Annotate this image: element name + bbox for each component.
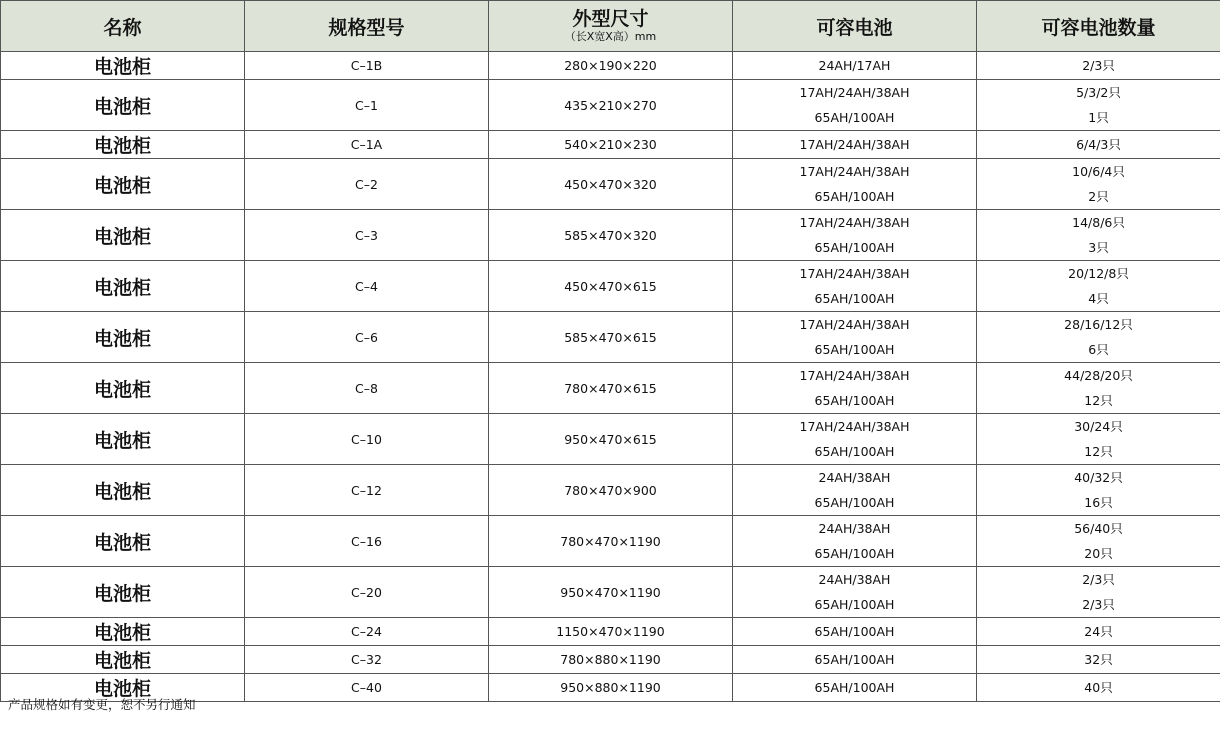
table-row <box>1 414 1220 465</box>
cell-battery <box>733 674 977 702</box>
cell-size: 450×470×320 <box>489 159 733 210</box>
table-row <box>1 646 1220 674</box>
cell-quantity <box>977 52 1220 80</box>
cell-battery <box>733 159 977 210</box>
quantity-line: 32只 <box>1084 652 1113 667</box>
cell-name: 电池柜 <box>1 363 245 414</box>
cell-battery <box>733 363 977 414</box>
cell-model: C–3 <box>245 210 489 261</box>
cell-name: 电池柜 <box>1 52 245 80</box>
cell-model: C–32 <box>245 646 489 674</box>
cell-quantity <box>977 465 1220 516</box>
battery-line: 24AH/38AH <box>818 572 891 587</box>
header-model: 规格型号 <box>245 1 489 52</box>
cell-size: 950×470×1190 <box>489 567 733 618</box>
quantity-line: 1只 <box>1088 110 1109 125</box>
battery-line: 65AH/100AH <box>814 393 895 408</box>
cell-name: 电池柜 <box>1 312 245 363</box>
quantity-line: 16只 <box>1084 495 1113 510</box>
cell-size: 280×190×220 <box>489 52 733 80</box>
cell-model: C–8 <box>245 363 489 414</box>
header-battery: 可容电池 <box>733 1 977 52</box>
table-row <box>1 210 1220 261</box>
cell-name: 电池柜 <box>1 516 245 567</box>
cell-size: 780×470×1190 <box>489 516 733 567</box>
cell-quantity <box>977 414 1220 465</box>
table-row <box>1 465 1220 516</box>
cell-quantity <box>977 618 1220 646</box>
cell-size: 585×470×320 <box>489 210 733 261</box>
cell-quantity <box>977 674 1220 702</box>
cell-name: 电池柜 <box>1 465 245 516</box>
cell-size: 950×880×1190 <box>489 674 733 702</box>
table-row <box>1 261 1220 312</box>
cell-model: C–1A <box>245 131 489 159</box>
quantity-line: 10/6/4只 <box>1072 164 1125 179</box>
table-row <box>1 618 1220 646</box>
quantity-line: 2/3只 <box>1082 572 1115 587</box>
cell-size: 450×470×615 <box>489 261 733 312</box>
table-row <box>1 516 1220 567</box>
cell-name: 电池柜 <box>1 414 245 465</box>
cell-size: 780×470×900 <box>489 465 733 516</box>
quantity-line: 30/24只 <box>1074 419 1123 434</box>
cell-quantity <box>977 646 1220 674</box>
cell-model: C–6 <box>245 312 489 363</box>
cell-model: C–20 <box>245 567 489 618</box>
cell-battery <box>733 131 977 159</box>
cell-model: C–16 <box>245 516 489 567</box>
battery-line: 17AH/24AH/38AH <box>799 419 910 434</box>
cell-battery <box>733 210 977 261</box>
quantity-line: 44/28/20只 <box>1064 368 1133 383</box>
quantity-line: 6只 <box>1088 342 1109 357</box>
cell-model: C–10 <box>245 414 489 465</box>
cell-size: 780×470×615 <box>489 363 733 414</box>
battery-line: 65AH/100AH <box>814 652 895 667</box>
quantity-line: 12只 <box>1084 393 1113 408</box>
table-row <box>1 159 1220 210</box>
quantity-line: 56/40只 <box>1074 521 1123 536</box>
quantity-line: 5/3/2只 <box>1076 85 1121 100</box>
header-dimensions <box>489 1 733 52</box>
battery-line: 65AH/100AH <box>814 624 895 639</box>
battery-line: 65AH/100AH <box>814 444 895 459</box>
cell-quantity <box>977 131 1220 159</box>
cell-battery <box>733 261 977 312</box>
cell-size: 540×210×230 <box>489 131 733 159</box>
cell-battery <box>733 80 977 131</box>
cell-model: C–1 <box>245 80 489 131</box>
table-header <box>1 1 1220 52</box>
table-row <box>1 80 1220 131</box>
cell-battery <box>733 465 977 516</box>
quantity-line: 12只 <box>1084 444 1113 459</box>
header-name: 名称 <box>1 1 245 52</box>
cell-name: 电池柜 <box>1 261 245 312</box>
cell-name: 电池柜 <box>1 80 245 131</box>
cell-battery <box>733 646 977 674</box>
table-body <box>1 52 1220 702</box>
cell-quantity <box>977 261 1220 312</box>
table-row <box>1 312 1220 363</box>
battery-line: 65AH/100AH <box>814 597 895 612</box>
header-dimensions-title: 外型尺寸 <box>572 8 649 30</box>
cell-battery <box>733 52 977 80</box>
battery-line: 65AH/100AH <box>814 546 895 561</box>
cell-battery <box>733 312 977 363</box>
table-row <box>1 52 1220 80</box>
cell-size: 780×880×1190 <box>489 646 733 674</box>
cell-name: 电池柜 <box>1 210 245 261</box>
cell-quantity <box>977 312 1220 363</box>
table-row <box>1 567 1220 618</box>
quantity-line: 2/3只 <box>1082 597 1115 612</box>
quantity-line: 40只 <box>1084 680 1113 695</box>
battery-line: 65AH/100AH <box>814 495 895 510</box>
quantity-line: 3只 <box>1088 240 1109 255</box>
battery-line: 65AH/100AH <box>814 291 895 306</box>
battery-line: 17AH/24AH/38AH <box>799 317 910 332</box>
battery-line: 17AH/24AH/38AH <box>799 164 910 179</box>
footnote: 产品规格如有变更，恕不另行通知 <box>8 697 196 712</box>
cell-model: C–4 <box>245 261 489 312</box>
battery-line: 17AH/24AH/38AH <box>799 137 910 152</box>
quantity-line: 2/3只 <box>1082 58 1115 73</box>
battery-line: 24AH/17AH <box>818 58 891 73</box>
table-row <box>1 363 1220 414</box>
quantity-line: 20只 <box>1084 546 1113 561</box>
battery-line: 65AH/100AH <box>814 342 895 357</box>
cell-model: C–40 <box>245 674 489 702</box>
battery-line: 65AH/100AH <box>814 189 895 204</box>
battery-line: 17AH/24AH/38AH <box>799 215 910 230</box>
cell-battery <box>733 567 977 618</box>
cell-size: 435×210×270 <box>489 80 733 131</box>
cell-size: 1150×470×1190 <box>489 618 733 646</box>
battery-line: 17AH/24AH/38AH <box>799 85 910 100</box>
cell-model: C–12 <box>245 465 489 516</box>
cell-model: C–24 <box>245 618 489 646</box>
battery-line: 65AH/100AH <box>814 240 895 255</box>
cell-battery <box>733 618 977 646</box>
battery-line: 17AH/24AH/38AH <box>799 368 910 383</box>
cell-name: 电池柜 <box>1 567 245 618</box>
cell-model: C–1B <box>245 52 489 80</box>
battery-line: 24AH/38AH <box>818 470 891 485</box>
cell-name: 电池柜 <box>1 618 245 646</box>
cell-battery <box>733 414 977 465</box>
cell-quantity <box>977 210 1220 261</box>
cell-name: 电池柜 <box>1 646 245 674</box>
header-quantity: 可容电池数量 <box>977 1 1220 52</box>
quantity-line: 28/16/12只 <box>1064 317 1133 332</box>
header-dimensions-unit: （长X宽X高）mm <box>564 30 657 43</box>
quantity-line: 20/12/8只 <box>1068 266 1129 281</box>
cell-battery <box>733 516 977 567</box>
battery-line: 65AH/100AH <box>814 110 895 125</box>
cell-size: 585×470×615 <box>489 312 733 363</box>
cell-size: 950×470×615 <box>489 414 733 465</box>
table-row <box>1 131 1220 159</box>
quantity-line: 14/8/6只 <box>1072 215 1125 230</box>
cell-name: 电池柜 <box>1 674 245 702</box>
cell-model: C–2 <box>245 159 489 210</box>
cell-quantity <box>977 516 1220 567</box>
cell-quantity <box>977 159 1220 210</box>
quantity-line: 6/4/3只 <box>1076 137 1121 152</box>
cell-quantity <box>977 567 1220 618</box>
battery-line: 65AH/100AH <box>814 680 895 695</box>
cell-quantity <box>977 363 1220 414</box>
quantity-line: 2只 <box>1088 189 1109 204</box>
cell-quantity <box>977 80 1220 131</box>
cell-name: 电池柜 <box>1 131 245 159</box>
battery-line: 17AH/24AH/38AH <box>799 266 910 281</box>
battery-line: 24AH/38AH <box>818 521 891 536</box>
quantity-line: 24只 <box>1084 624 1113 639</box>
quantity-line: 4只 <box>1088 291 1109 306</box>
cell-name: 电池柜 <box>1 159 245 210</box>
quantity-line: 40/32只 <box>1074 470 1123 485</box>
